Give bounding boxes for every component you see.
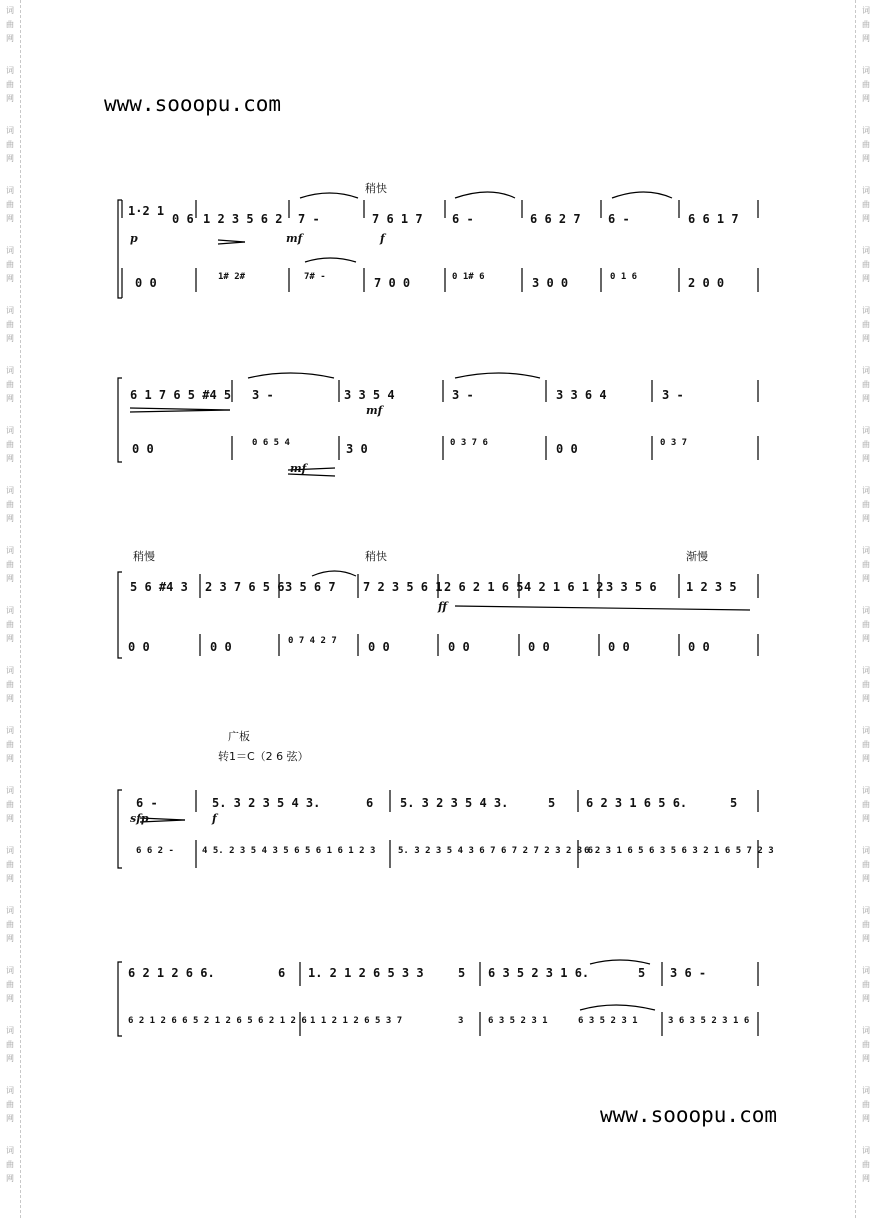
watermark-glyph: 网 [6, 814, 14, 823]
watermark-glyph: 词 [862, 426, 870, 435]
watermark-glyph: 词 [6, 66, 14, 75]
lower-measure: 2 0 0 [688, 276, 725, 290]
watermark-glyph: 词 [862, 726, 870, 735]
watermark-glyph: 网 [862, 334, 870, 343]
upper-measure: 1·2 1 [128, 204, 165, 218]
lower-measure: 0 0 [128, 640, 150, 654]
watermark-glyph: 词 [6, 186, 14, 195]
tempo-marking: 广板 [228, 730, 250, 743]
watermark-glyph: 网 [6, 394, 14, 403]
watermark-glyph: 曲 [6, 560, 14, 569]
lower-measure: 6 6 2 - [136, 846, 174, 856]
watermark-glyph: 网 [862, 694, 870, 703]
watermark-glyph: 网 [862, 934, 870, 943]
tempo-marking: 渐慢 [686, 550, 708, 563]
dynamic-marking: ff [438, 600, 448, 613]
lower-measure: 6 2 3 1 6 5 6 3 5 6 3 2 1 6 5 7 2 3 [584, 846, 774, 856]
lower-measure: 3 0 0 [532, 276, 569, 290]
lower-measure: 0 0 [132, 442, 154, 456]
watermark-glyph: 网 [862, 574, 870, 583]
watermark-glyph: 网 [862, 754, 870, 763]
watermark-glyph: 网 [862, 34, 870, 43]
lower-measure: 1# 2# [218, 272, 246, 282]
watermark-glyph: 网 [862, 1114, 870, 1123]
upper-measure: 2 6 2 1 6 5 [444, 580, 524, 594]
upper-measure: 6 2 3 1 6 5 6. [586, 796, 688, 810]
watermark-glyph: 词 [6, 666, 14, 675]
watermark-glyph: 曲 [6, 1100, 14, 1109]
tempo-marking: 稍快 [365, 550, 387, 563]
watermark-glyph: 曲 [6, 800, 14, 809]
watermark-glyph: 词 [6, 306, 14, 315]
dynamic-marking: mf [290, 462, 307, 475]
upper-measure: 1. 2 1 2 6 5 3 3 [308, 966, 424, 980]
watermark-glyph: 曲 [862, 380, 870, 389]
watermark-glyph: 曲 [862, 800, 870, 809]
watermark-glyph: 曲 [862, 980, 870, 989]
watermark-glyph: 词 [862, 546, 870, 555]
watermark-glyph: 网 [862, 394, 870, 403]
lower-measure: 3 6 3 5 2 3 1 6 [668, 1016, 750, 1026]
upper-measure: 6 1 7 6 5 #4 5 [130, 388, 232, 402]
watermark-glyph: 曲 [862, 560, 870, 569]
upper-measure: 3 - [662, 388, 684, 402]
upper-measure: 5. 3 2 3 5 4 3. [212, 796, 321, 810]
lower-measure: 7# - [304, 272, 326, 282]
watermark-glyph: 词 [862, 1026, 870, 1035]
watermark-glyph: 词 [6, 366, 14, 375]
watermark-glyph: 网 [6, 934, 14, 943]
watermark-glyph: 网 [6, 214, 14, 223]
upper-measure: 5. 3 2 3 5 4 3. [400, 796, 509, 810]
watermark-glyph: 词 [862, 306, 870, 315]
watermark-glyph: 词 [862, 126, 870, 135]
watermark-glyph: 网 [862, 634, 870, 643]
dynamic-marking: f [212, 812, 217, 825]
dynamic-marking: mf [286, 232, 303, 245]
lower-measure: 0 6 5 4 [252, 438, 290, 448]
watermark-glyph: 曲 [6, 740, 14, 749]
watermark-glyph: 词 [862, 606, 870, 615]
upper-measure: 5 [638, 966, 646, 980]
watermark-glyph: 网 [6, 1114, 14, 1123]
watermark-glyph: 网 [6, 454, 14, 463]
watermark-glyph: 网 [6, 334, 14, 343]
upper-measure: 6 6 2 7 [530, 212, 581, 226]
watermark-glyph: 网 [862, 454, 870, 463]
upper-measure: 3 5 6 7 [285, 580, 336, 594]
watermark-glyph: 曲 [6, 980, 14, 989]
upper-measure: 5 [548, 796, 556, 810]
dynamic-marking: p [130, 232, 138, 245]
watermark-glyph: 词 [862, 66, 870, 75]
upper-measure: 3 3 5 4 [344, 388, 395, 402]
upper-measure: 6 [366, 796, 374, 810]
lower-measure: 0 0 [448, 640, 470, 654]
watermark-glyph: 词 [862, 846, 870, 855]
watermark-glyph: 曲 [862, 140, 870, 149]
watermark-glyph: 词 [6, 786, 14, 795]
watermark-glyph: 词 [862, 966, 870, 975]
upper-measure: 2 3 7 6 5 6 [205, 580, 285, 594]
watermark-glyph: 曲 [6, 80, 14, 89]
header-url: www.sooopu.com [104, 92, 282, 116]
upper-measure: 6 3 5 2 3 1 6. [488, 966, 590, 980]
dynamic-marking: mf [366, 404, 383, 417]
watermark-glyph: 曲 [6, 1040, 14, 1049]
watermark-glyph: 曲 [862, 1100, 870, 1109]
watermark-glyph: 网 [862, 994, 870, 1003]
watermark-glyph: 网 [6, 694, 14, 703]
upper-measure: 7 2 3 5 6 1 [363, 580, 443, 594]
lower-measure: 3 0 [346, 442, 368, 456]
watermark-glyph: 网 [862, 214, 870, 223]
watermark-glyph: 曲 [6, 200, 14, 209]
watermark-glyph: 曲 [6, 500, 14, 509]
lower-measure: 5. 3 2 3 5 4 3 6 7 6 7 2 7 2 3 2 3 6 [398, 846, 594, 856]
lower-measure: 0 0 [135, 276, 157, 290]
watermark-glyph: 曲 [6, 440, 14, 449]
lower-measure: 7 0 0 [374, 276, 411, 290]
upper-measure: 4 2 1 6 1 2 [524, 580, 604, 594]
upper-measure: 7 - [298, 212, 320, 226]
watermark-glyph: 词 [6, 126, 14, 135]
watermark-glyph: 词 [862, 1146, 870, 1155]
upper-measure: 3 3 5 6 [606, 580, 657, 594]
watermark-glyph: 词 [6, 1146, 14, 1155]
upper-measure: 6 - [136, 796, 158, 810]
watermark-glyph: 曲 [6, 680, 14, 689]
upper-measure: 6 2 1 2 6 6. [128, 966, 215, 980]
watermark-glyph: 网 [862, 274, 870, 283]
watermark-glyph: 曲 [6, 140, 14, 149]
lower-measure: 0 1 6 [610, 272, 638, 282]
watermark-glyph: 网 [862, 1174, 870, 1183]
watermark-glyph: 曲 [862, 440, 870, 449]
watermark-glyph: 曲 [6, 620, 14, 629]
watermark-glyph: 网 [862, 1054, 870, 1063]
watermark-glyph: 曲 [6, 380, 14, 389]
dynamic-marking: sfp [130, 812, 149, 825]
dynamic-marking: f [380, 232, 385, 245]
upper-measure: 6 - [608, 212, 630, 226]
watermark-glyph: 网 [6, 754, 14, 763]
watermark-glyph: 网 [6, 514, 14, 523]
lower-measure: 0 0 [210, 640, 232, 654]
watermark-glyph: 词 [6, 246, 14, 255]
watermark-glyph: 网 [862, 94, 870, 103]
watermark-glyph: 网 [6, 94, 14, 103]
watermark-glyph: 网 [862, 874, 870, 883]
lower-measure: 6 3 5 2 3 1 [488, 1016, 548, 1026]
watermark-glyph: 曲 [6, 1160, 14, 1169]
watermark-glyph: 曲 [862, 620, 870, 629]
upper-measure: 5 [730, 796, 738, 810]
watermark-glyph: 网 [6, 154, 14, 163]
lower-measure: 1 1 2 1 2 6 5 3 7 [310, 1016, 403, 1026]
lower-measure: 0 0 [556, 442, 578, 456]
watermark-glyph: 曲 [862, 1040, 870, 1049]
upper-measure: 5 [458, 966, 466, 980]
watermark-glyph: 词 [6, 606, 14, 615]
watermark-glyph: 网 [862, 814, 870, 823]
upper-measure: 3 - [252, 388, 274, 402]
watermark-glyph: 词 [862, 486, 870, 495]
watermark-glyph: 词 [862, 186, 870, 195]
upper-measure: 3 3 6 4 [556, 388, 607, 402]
watermark-glyph: 网 [6, 574, 14, 583]
watermark-glyph: 词 [862, 786, 870, 795]
upper-measure: 6 - [452, 212, 474, 226]
watermark-glyph: 曲 [862, 80, 870, 89]
watermark-glyph: 词 [6, 906, 14, 915]
watermark-glyph: 曲 [6, 20, 14, 29]
watermark-glyph: 词 [6, 726, 14, 735]
lower-measure: 4 5. 2 3 5 4 3 5 6 5 6 1 6 1 2 3 [202, 846, 376, 856]
lower-measure: 0 0 [368, 640, 390, 654]
watermark-glyph: 曲 [862, 200, 870, 209]
watermark-glyph: 词 [6, 546, 14, 555]
lower-measure: 3 [458, 1016, 464, 1026]
watermark-glyph: 词 [862, 246, 870, 255]
footer-url: www.sooopu.com [600, 1103, 778, 1127]
upper-measure: 3 - [452, 388, 474, 402]
watermark-glyph: 曲 [862, 320, 870, 329]
watermark-glyph: 曲 [6, 260, 14, 269]
watermark-glyph: 曲 [862, 860, 870, 869]
watermark-glyph: 词 [6, 846, 14, 855]
watermark-glyph: 网 [6, 274, 14, 283]
tempo-marking: 稍慢 [133, 550, 155, 563]
watermark-glyph: 曲 [862, 1160, 870, 1169]
lower-measure: 0 0 [608, 640, 630, 654]
lower-measure: 0 7 4 2 7 [288, 636, 337, 646]
watermark-glyph: 网 [6, 874, 14, 883]
watermark-glyph: 曲 [862, 20, 870, 29]
watermark-glyph: 词 [6, 426, 14, 435]
watermark-glyph: 词 [6, 6, 14, 15]
watermark-glyph: 曲 [862, 500, 870, 509]
watermark-glyph: 曲 [6, 320, 14, 329]
lower-measure: 0 0 [528, 640, 550, 654]
watermark-glyph: 网 [6, 634, 14, 643]
watermark-glyph: 词 [862, 6, 870, 15]
watermark-glyph: 词 [6, 1026, 14, 1035]
upper-measure: 7 6 1 7 [372, 212, 423, 226]
watermark-glyph: 曲 [6, 860, 14, 869]
lower-measure: 0 0 [688, 640, 710, 654]
lower-measure: 0 3 7 [660, 438, 688, 448]
watermark-glyph: 词 [6, 966, 14, 975]
upper-measure: 0 6 [172, 212, 194, 226]
watermark-glyph: 词 [6, 1086, 14, 1095]
key-change: 转1＝C（2 6 弦） [218, 750, 309, 763]
lower-measure: 0 1# 6 [452, 272, 485, 282]
upper-measure: 6 6 1 7 [688, 212, 739, 226]
watermark-glyph: 网 [862, 514, 870, 523]
watermark-glyph: 网 [6, 994, 14, 1003]
watermark-glyph: 词 [862, 366, 870, 375]
lower-measure: 6 2 1 2 6 6 5 2 1 2 6 5 6 2 1 2 6 [128, 1016, 307, 1026]
lower-measure: 6 3 5 2 3 1 [578, 1016, 638, 1026]
watermark-glyph: 网 [6, 1174, 14, 1183]
watermark-glyph: 网 [6, 1054, 14, 1063]
upper-measure: 1 2 3 5 6 2 [203, 212, 283, 226]
watermark-glyph: 词 [6, 486, 14, 495]
watermark-glyph: 词 [862, 1086, 870, 1095]
upper-measure: 5 6 #4 3 [130, 580, 188, 594]
watermark-glyph: 网 [6, 34, 14, 43]
lower-measure: 0 3 7 6 [450, 438, 488, 448]
watermark-glyph: 曲 [862, 260, 870, 269]
upper-measure: 6 [278, 966, 286, 980]
watermark-glyph: 网 [862, 154, 870, 163]
watermark-glyph: 曲 [862, 680, 870, 689]
watermark-glyph: 词 [862, 906, 870, 915]
watermark-glyph: 曲 [862, 920, 870, 929]
upper-measure: 3 6 - [670, 966, 707, 980]
tempo-marking: 稍快 [365, 182, 387, 195]
watermark-glyph: 词 [862, 666, 870, 675]
watermark-glyph: 曲 [6, 920, 14, 929]
watermark-glyph: 曲 [862, 740, 870, 749]
upper-measure: 1 2 3 5 [686, 580, 737, 594]
